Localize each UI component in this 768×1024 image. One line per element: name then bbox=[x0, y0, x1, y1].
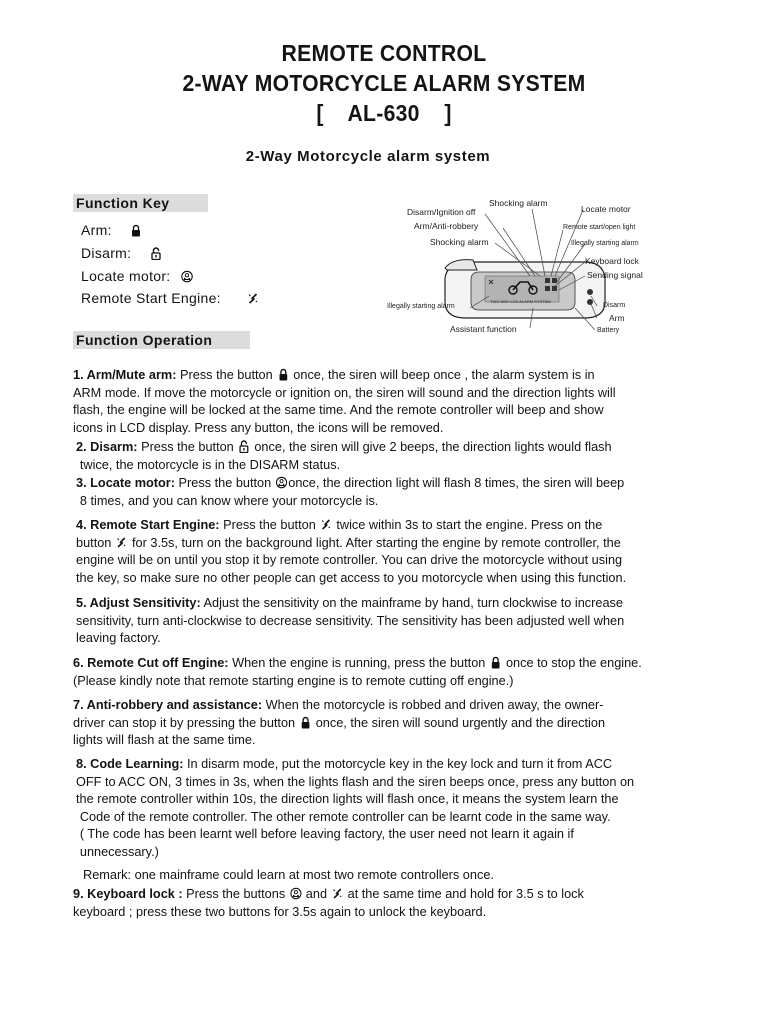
fk-item-locate bbox=[81, 268, 194, 284]
op-arm-mute-text-a: Press the button bbox=[176, 367, 277, 382]
lock-closed-icon bbox=[130, 224, 142, 237]
lock-closed-icon bbox=[277, 368, 289, 381]
op-disarm bbox=[76, 438, 694, 473]
title-line-1: REMOTE CONTROL bbox=[281, 40, 487, 66]
lock-open-icon bbox=[150, 247, 162, 260]
op-code-learning-line-3: the remote controller within 10s, the direction lights will flash once, it means the system learn the bbox=[76, 791, 619, 806]
label-keyboard-lock: Keyboard lock bbox=[585, 256, 639, 266]
label-disarm: Disarm bbox=[603, 302, 626, 309]
op-remote-start-text-a: Press the button bbox=[219, 517, 320, 532]
label-disarm-ignition-off: Disarm/Ignition off bbox=[407, 207, 476, 217]
title-line-2: 2-WAY MOTORCYCLE ALARM SYSTEM bbox=[182, 70, 586, 96]
label-illegally-starting-alarm-left: Illegally starting alarm bbox=[387, 303, 455, 310]
op-cut-off-text-a: When the engine is running, press the button bbox=[228, 655, 489, 670]
lcd-screen-text: TWO-WAY LCD ALARM SYSTEM bbox=[490, 299, 551, 304]
locate-motor-icon bbox=[181, 270, 193, 283]
op-remote-start-line-3: engine will be on until you stop it by remote controller. You can drive the motorcycle without using bbox=[76, 552, 623, 567]
op-sensitivity-text-a: Adjust the sensitivity on the mainframe by hand, turn clockwise to increase bbox=[200, 595, 623, 610]
op-anti-robbery-line-3: lights will flash at the same time. bbox=[73, 732, 256, 747]
op-remote-cut-off bbox=[73, 654, 700, 689]
op-sensitivity-line-3: leaving factory. bbox=[76, 630, 161, 645]
op-remote-start bbox=[76, 516, 694, 586]
locate-motor-icon bbox=[276, 476, 288, 489]
op-adjust-sensitivity bbox=[76, 594, 694, 647]
fk-item-remote-start bbox=[81, 290, 260, 306]
op-arm-mute-line-2: ARM mode. If move the motorcycle or ignition on, the siren will sound and the direction lights will bbox=[73, 384, 616, 400]
op-arm-mute-text-b: once, the siren will beep once , the alarm system is in bbox=[289, 367, 595, 382]
label-assistant-function: Assistant function bbox=[450, 324, 517, 334]
op-arm-mute-line-3: flash, the engine will be locked at the same time. And the remote controller will beep and show bbox=[73, 402, 604, 417]
op-locate-head: 3. Locate motor: bbox=[76, 475, 176, 490]
op-keyboard-lock-text-c: at the same time and hold for 3.5 s to lock bbox=[344, 886, 584, 901]
op-arm-mute-line-4: icons in LCD display. Press any button, the icons will be removed. bbox=[73, 419, 444, 435]
fk-label-locate: Locate motor: bbox=[81, 268, 171, 284]
op-keyboard-lock-head: 9. Keyboard lock : bbox=[73, 886, 183, 901]
op-anti-robbery-head: 7. Anti-robbery and assistance: bbox=[73, 697, 263, 712]
op-locate-motor bbox=[76, 474, 694, 509]
locate-motor-icon bbox=[290, 887, 302, 900]
op-keyboard-lock-line-2: keyboard ; press these two buttons for 3.5s again to unlock the keyboard. bbox=[73, 903, 487, 919]
label-arm-anti-robbery: Arm/Anti-robbery bbox=[414, 221, 479, 231]
label-arm: Arm bbox=[609, 313, 625, 323]
op-arm-mute bbox=[73, 366, 691, 436]
label-locate-motor: Locate motor bbox=[581, 204, 631, 214]
lock-closed-icon bbox=[300, 716, 312, 729]
op-cut-off-text-b: once to stop the engine. bbox=[502, 655, 642, 670]
op-remote-start-line-4: the key, so make sure no other people can get access to you motorcycle when using this function. bbox=[76, 569, 627, 585]
op-remote-start-text-b: twice within 3s to start the engine. Press on the bbox=[332, 517, 603, 532]
op-remote-start-head: 4. Remote Start Engine: bbox=[76, 517, 220, 532]
op-anti-robbery-line-2b: once, the siren will sound urgently and the direction bbox=[312, 714, 606, 730]
subtitle: 2-Way Motorcycle alarm system bbox=[245, 148, 491, 165]
remote-diagram-drawing bbox=[385, 196, 675, 338]
op-remote-start-line-2b: for 3.5s, turn on the background light. After starting the engine by remote controller, the bbox=[128, 534, 621, 550]
op-anti-robbery-line-2a: driver can stop it by pressing the button bbox=[73, 714, 299, 730]
remark-text: Remark: one mainframe could learn at most two remote controllers once. bbox=[83, 867, 494, 882]
op-sensitivity-line-2: sensitivity, turn anti-clockwise to decrease sensitivity. The sensitivity has been adjusted well when bbox=[76, 612, 625, 628]
op-code-learning-text-a: In disarm mode, put the motorcycle key in the key lock and turn it from ACC bbox=[183, 756, 613, 771]
function-key-heading: Function Key bbox=[73, 194, 208, 212]
op-cut-off-line-2: (Please kindly note that remote starting engine is to remote cutting off engine.) bbox=[73, 672, 514, 688]
fk-label-disarm: Disarm: bbox=[81, 245, 132, 261]
label-sending-signal: Sending signal bbox=[587, 270, 643, 280]
op-locate-text-a: Press the button bbox=[175, 475, 275, 490]
op-code-learning-line-2: OFF to ACC ON, 3 times in 3s, when the lights flash and the siren beeps once, press any button on bbox=[76, 773, 635, 789]
lock-closed-icon bbox=[490, 656, 502, 669]
op-keyboard-lock bbox=[73, 885, 700, 920]
remote-diagram bbox=[385, 196, 675, 338]
op-remote-start-line-2a: button bbox=[76, 534, 115, 550]
fk-label-remote-start: Remote Start Engine: bbox=[81, 290, 221, 306]
op-sensitivity-head: 5. Adjust Sensitivity: bbox=[76, 595, 201, 610]
op-anti-robbery bbox=[73, 696, 700, 749]
op-code-learning-line-5: ( The code has been learnt well before leaving factory, the user need not learn it again if bbox=[79, 826, 574, 841]
op-code-learning-head: 8. Code Learning: bbox=[76, 756, 184, 771]
op-keyboard-lock-text-a: Press the buttons bbox=[182, 886, 289, 901]
label-shocking-alarm: Shocking alarm bbox=[430, 237, 489, 247]
label-illegally-starting-alarm-right: Illegally starting alarm bbox=[571, 240, 639, 247]
op-locate-line-2: 8 times, and you can know where your motorcycle is. bbox=[79, 492, 379, 508]
label-remote-start-open-light: Remote start/open light bbox=[563, 224, 636, 231]
label-shocking-alarm-top: Shocking alarm bbox=[489, 198, 548, 208]
fk-label-arm: Arm: bbox=[81, 222, 112, 238]
label-battery: Battery bbox=[597, 327, 620, 334]
function-operation-heading: Function Operation bbox=[73, 331, 250, 349]
remote-start-icon bbox=[116, 536, 128, 549]
remote-start-icon bbox=[332, 887, 344, 900]
op-keyboard-lock-text-b: and bbox=[302, 886, 331, 901]
op-arm-mute-head: 1. Arm/Mute arm: bbox=[73, 367, 177, 382]
op-code-learning-line-4: Code of the remote controller. The other remote controller can be learnt code in the same way. bbox=[79, 808, 611, 824]
title-model: [ AL-630 ] bbox=[316, 100, 452, 126]
op-locate-text-b: once, the direction light will flash 8 times, the siren will beep bbox=[288, 475, 625, 490]
op-code-learning-line-6: unnecessary.) bbox=[79, 843, 159, 859]
remote-start-icon bbox=[320, 518, 332, 531]
fk-item-disarm bbox=[81, 245, 163, 261]
op-disarm-text-b: once, the siren will give 2 beeps, the direction lights would flash bbox=[250, 439, 612, 454]
op-disarm-head: 2. Disarm: bbox=[76, 439, 138, 454]
op-cut-off-head: 6. Remote Cut off Engine: bbox=[73, 655, 229, 670]
remote-start-icon bbox=[247, 292, 259, 305]
fk-item-arm bbox=[81, 222, 143, 238]
op-anti-robbery-text-a: When the motorcycle is robbed and driven away, the owner- bbox=[262, 697, 604, 712]
op-code-learning bbox=[76, 755, 713, 860]
op-disarm-line-2: twice, the motorcycle is in the DISARM status. bbox=[79, 456, 341, 472]
lock-open-icon bbox=[238, 440, 250, 453]
op-disarm-text-a: Press the button bbox=[137, 439, 238, 454]
